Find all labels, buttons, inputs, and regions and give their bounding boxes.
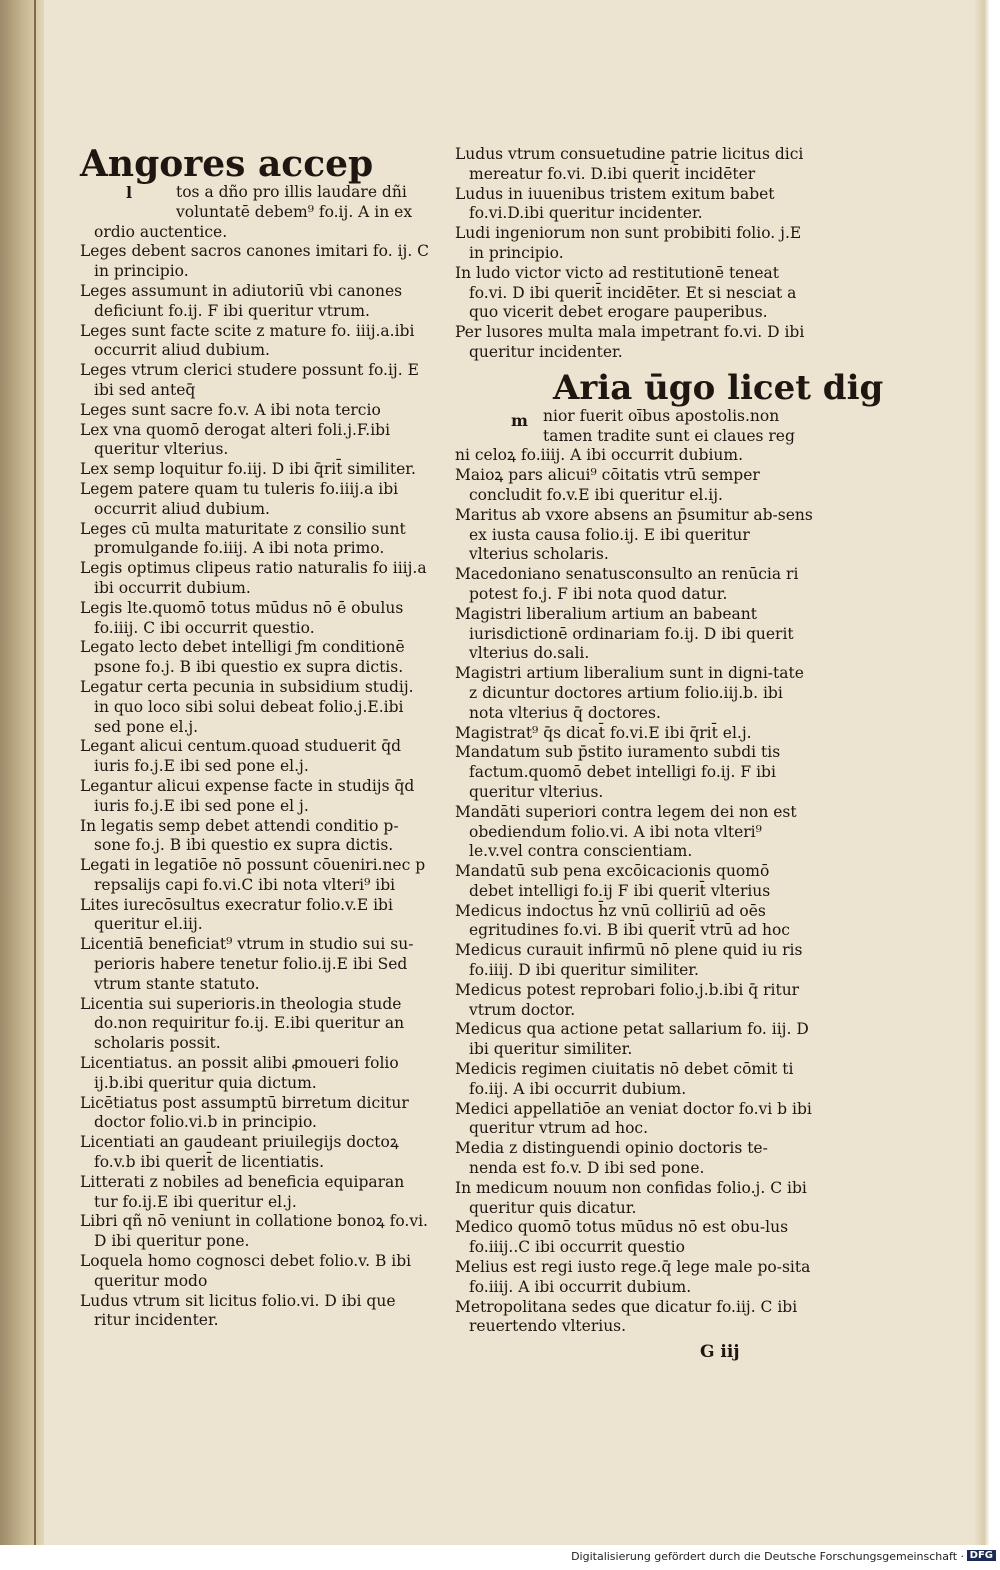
index-entry: Maioꝝ pars alicui⁹ cōitatis vtrū semper concludit fo.v.E ibi queritur el.ij.	[455, 466, 760, 504]
page-right-edge	[974, 0, 1000, 1545]
index-entry: Per lusores multa mala impetrant fo.vi. D ibi queritur incidenter.	[455, 323, 805, 361]
index-entry: Legant alicui centum.quoad studuerit q̄d iuris fo.j.E ibi sed pone el.j.	[80, 737, 402, 776]
index-entry: Lites iurecōsultus execratur folio.v.E ibi queritur el.iij.	[80, 895, 393, 934]
index-entry: Licentiati an gaudeant priuilegijs doctoꝝ fo.v.b ibi querit̄ de licentiatis.	[80, 1133, 399, 1172]
index-entry: Media z distinguendi opinio doctoris te-nenda est fo.v. D ibi sed pone.	[455, 1139, 768, 1178]
index-entry: Leges assumunt in adiutoriū vbi canones deficiunt fo.ij. F ibi queritur vtrum.	[80, 281, 403, 320]
index-entry: Legantur alicui expense facte in studijs q̄d iuris fo.j.E ibi sed pone el j.	[80, 776, 415, 815]
index-entry: Mandatū sub pena excōicacionis quomō debet intelligi fo.ij F ibi querit̄ vlterius	[455, 862, 771, 900]
index-entry: Maritus ab vxore absens an p̄sumitur ab-sens ex iusta causa folio.ij. E ibi queritur vlterius scholaris.	[455, 505, 813, 564]
index-entry: Ludi ingeniorum non sunt probibiti folio. j.E in principio.	[455, 224, 802, 262]
index-entry: In ludo victor victo ad restitutionē teneat fo.vi. D ibi querit̄ incidēter. Et si nesciat a quo vicerit debet erogare pauperibus.	[455, 263, 797, 322]
index-entry: Legati in legatiōe nō possunt cōueniri.nec p repsalijs capi fo.vi.C ibi nota vlteri⁹ ibi	[80, 856, 426, 894]
index-entry: Leges debent sacros canones imitari fo. ij. C in principio.	[80, 242, 430, 281]
dfg-logo: DFG	[967, 1550, 996, 1561]
index-entry: Legato lecto debet intelligi ƒm conditionē psone fo.j. B ibi questio ex supra dictis.	[80, 638, 405, 677]
right-column	[455, 145, 884, 1337]
index-entry: Medicus indoctus h̄z vnū colliriū ad oēs egritudines fo.vi. B ibi querit̄ vtrū ad hoc	[455, 901, 790, 940]
index-entry: Licentiā beneficiat⁹ vtrum in studio sui su-perioris habere tenetur folio.ij.E ibi Sed vtrum stante statuto.	[80, 935, 414, 993]
index-entry: Legatur certa pecunia in subsidium studij. in quo loco sibi solui debeat folio.j.E.ibi sed pone el.j.	[80, 677, 414, 736]
left-entry-list	[80, 242, 432, 1331]
left-intro-line-3: ordio auctentice.	[94, 222, 228, 241]
left-intro-line-1	[80, 183, 432, 203]
index-entry: Magistri artium liberalium sunt in digni-tate z dicuntur doctores artium folio.iij.b. ibi nota vlterius q̄ doctores.	[455, 664, 804, 722]
right-intro-line-1	[455, 406, 813, 430]
index-entry: In legatis semp debet attendi conditio p-sone fo.j. B ibi questio ex supra dictis.	[80, 816, 399, 855]
right-intro-text-1: nior fuerit oībus apostolis.non	[543, 406, 780, 425]
binding-edge	[0, 0, 44, 1545]
index-entry: Medicus potest reprobari folio.j.b.ibi q̄ ritur vtrum doctor.	[455, 980, 800, 1019]
left-intro-text-1: tos a dño pro illis laudare dñi	[176, 183, 407, 201]
right-intro-initial: m	[511, 410, 528, 430]
index-entry: Libri qñ nō veniunt in collatione bonoꝝ fo.vi. D ibi queritur pone.	[80, 1212, 428, 1251]
index-entry: Melius est regi iusto rege.q̄ lege male po-sita fo.iiij. A ibi occurrit dubium.	[455, 1258, 811, 1296]
index-entry: Macedoniano senatusconsulto an renūcia ri potest fo.j. F ibi nota quod datur.	[455, 565, 799, 603]
index-entry: Mandāti superiori contra legem dei non est obediendum folio.vi. A ibi nota vlteri⁹ le.v.vel contra conscientiam.	[455, 802, 797, 861]
index-entry: Litterati z nobiles ad beneficia equiparan tur fo.ij.E ibi queritur el.j.	[80, 1172, 405, 1211]
left-intro-initial: l	[126, 183, 133, 202]
right-top-entry-list	[455, 145, 813, 363]
index-entry: Leges sunt sacre fo.v. A ibi nota tercio	[80, 400, 381, 419]
index-entry: Legem patere quam tu tuleris fo.iiij.a ibi occurrit aliud dubium.	[80, 479, 399, 518]
signature-mark: G iij	[700, 1342, 740, 1362]
index-entry: Legis lte.quomō totus mūdus nō ē obulus fo.iiij. C ibi occurrit questio.	[80, 598, 404, 637]
index-entry: Leges sunt facte scite z mature fo. iiij.a.ibi occurrit aliud dubium.	[80, 321, 415, 360]
index-entry: Ludus vtrum consuetudine patrie licitus dici mereatur fo.vi. D.ibi querit̄ incidēter	[455, 145, 804, 183]
index-entry: Metropolitana sedes que dicatur fo.iij. C ibi reuertendo vlterius.	[455, 1297, 798, 1336]
index-entry: Legis optimus clipeus ratio naturalis fo iiij.a ibi occurrit dubium.	[80, 559, 427, 597]
index-entry: Medico quomō totus mūdus nō est obu-lus fo.iiij..C ibi occurrit questio	[455, 1218, 789, 1257]
index-entry: Leges cū multa maturitate z consilio sunt promulgande fo.iiij. A ibi nota primo.	[80, 519, 406, 558]
index-entry: Medicus curauit infirmū nō plene quid iu ris fo.iiij. D ibi queritur similiter.	[455, 941, 803, 980]
right-intro-line-2: tamen tradite sunt ei claues reg	[543, 426, 795, 445]
index-entry: Mandatum sub p̄stito iuramento subdi tis factum.quomō debet intelligi fo.ij. F ibi queritur vlterius.	[455, 743, 781, 801]
index-entry: Medicus qua actione petat sallarium fo. iij. D ibi queritur similiter.	[455, 1020, 809, 1059]
index-entry: In medicum nouum non confidas folio.j. C ibi queritur quis dicatur.	[455, 1178, 807, 1217]
index-entry: Magistrat⁹ q̄s dicat̄ fo.vi.E ibi q̄rit̄ el.j.	[455, 723, 752, 742]
index-entry: Ludus in iuuenibus tristem exitum babet fo.vi.D.ibi queritur incidenter.	[455, 184, 775, 223]
left-column	[80, 145, 432, 1331]
index-entry: Licentiatus. an possit alibi ꝓmoueri folio ij.b.ibi queritur quia dictum.	[80, 1054, 399, 1092]
index-entry: Medici appellatiōe an veniat doctor fo.vi b ibi queritur vtrum ad hoc.	[455, 1099, 812, 1138]
index-entry: Lex vna quomō derogat alteri foli.j.F.ibi queritur vlterius.	[80, 420, 391, 459]
binding-line	[34, 0, 36, 1545]
index-entry: Licentia sui superioris.in theologia stude do.non requiritur fo.ij. E.ibi queritur an scholaris possit.	[80, 994, 405, 1053]
index-entry: Ludus vtrum sit licitus folio.vi. D ibi que ritur incidenter.	[80, 1291, 396, 1330]
left-intro-line-2: voluntatē debem⁹ fo.ij. A in ex	[176, 202, 413, 221]
index-entry: Lex semp loquitur fo.iij. D ibi q̄rit̄ similiter.	[80, 460, 416, 479]
index-entry: Licētiatus post assumptū birretum dicitur doctor folio.vi.b in principio.	[80, 1093, 409, 1132]
left-heading: Angores accep	[80, 143, 374, 185]
index-entry: Loquela homo cognosci debet folio.v. B ibi queritur modo	[80, 1252, 412, 1290]
right-heading: Aria ūgo licet dig	[553, 367, 884, 408]
index-entry: Leges vtrum clerici studere possunt fo.ij. E ibi sed anteq̄	[80, 361, 419, 399]
footer-credit: Digitalisierung gefördert durch die Deutsche Forschungsgemeinschaft ·	[571, 1550, 964, 1563]
index-entry: Magistri liberalium artium an babeant iurisdictionē ordinariam fo.ij. D ibi querit vlterius do.sali.	[455, 604, 794, 663]
right-intro-line-3: ni celoꝝ fo.iiij. A ibi occurrit dubium.	[455, 446, 744, 465]
index-entry: Medicis regimen ciuitatis nō debet cōmit ti fo.iij. A ibi occurrit dubium.	[455, 1060, 794, 1098]
right-entry-list	[455, 466, 813, 1337]
